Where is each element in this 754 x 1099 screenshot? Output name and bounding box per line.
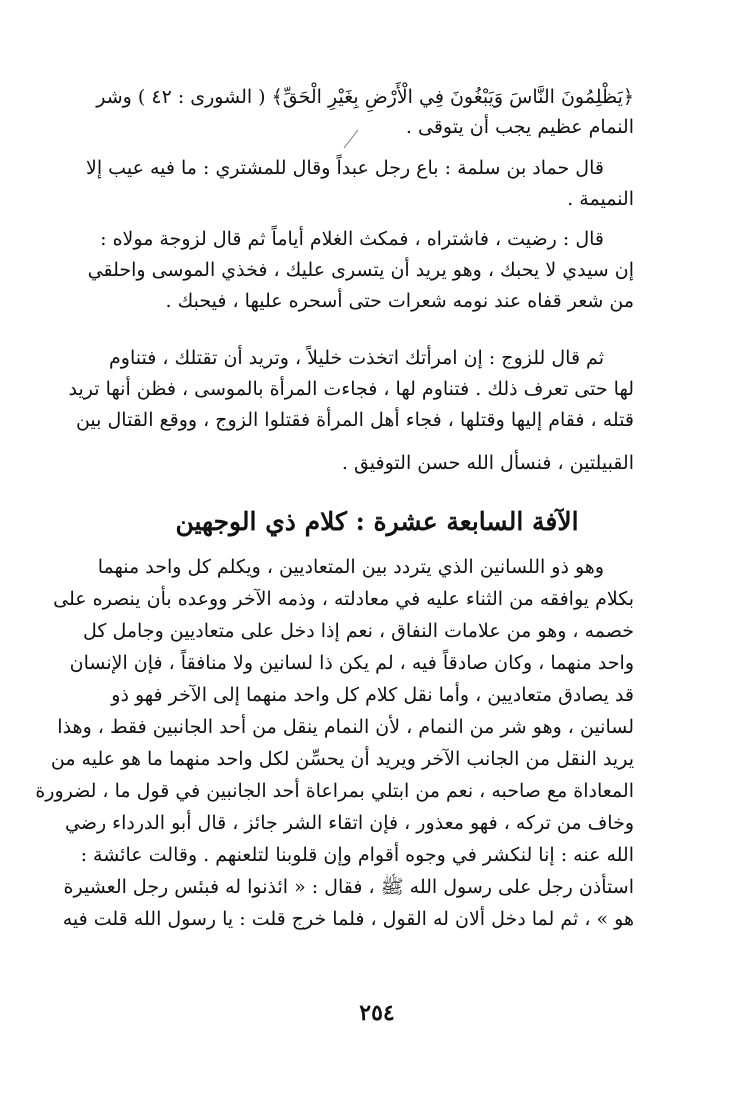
text-line: وخاف من تركه ، فهو معذور ، فإن اتقاء الشر جائز ، قال أبو الدرداء رضي [65,812,634,834]
scan-mark-icon [342,128,360,150]
page-number: ٢٥٤ [359,1000,395,1026]
text-line: يريد النقل من الجانب الآخر ويريد أن يحسِّن لكل واحد منهما ما هو عليه من [50,748,634,770]
text-line: ثم قال للزوج : إن امرأتك اتخذت خليلاً ، وتريد أن تقتلك ، فتناوم [109,347,604,369]
text-line: استأذن رجل على رسول الله ﷺ ، فقال : « ائذنوا له فبئس رجل العشيرة [63,876,634,898]
text-line: لها حتى تعرف ذلك . فتناوم لها ، فجاءت المرأة بالموسى ، فظن أنها تريد [68,378,634,400]
text-line: لسانين ، وهو شر من النمام ، لأن النمام ينقل من أحد الجانبين فقط ، وهذا [57,716,634,738]
text-line: المعاداة مع صاحبه ، نعم من ابتلي بمراعاة أحد الجانبين في قول ما ، لضرورة [35,780,634,802]
text-line: قد يصادق متعاديين ، وأما نقل كلام كل واحد منهما إلى الآخر فهو ذو [111,684,634,706]
text-line: بكلام يوافقه من الثناء عليه في معادلته ، وذمه الآخر ووعده بأن ينصره على [53,588,634,610]
text-line: من شعر قفاه عند نومه شعرات حتى أسحره عليها ، فيحبك . [165,290,634,312]
text-line: إن سيدي لا يحبك ، وهو يريد أن يتسرى عليك ، فخذي الموسى واحلقي [87,259,634,281]
text-line: ﴿يَظْلِمُونَ النَّاسَ وَيَبْغُونَ فِي الْأَرْضِ بِغَيْرِ الْحَقِّ﴾ ( الشورى : ٤٢ ) وشر [96,86,634,108]
text-line: واحد منهما ، وكان صادقاً فيه ، لم يكن ذا لسانين ولا منافقاً ، فإن الإنسان [69,652,634,674]
text-line: النمام عظيم يجب أن يتوقى . [405,116,634,138]
text-line: قال : رضيت ، فاشتراه ، فمكث الغلام أياماً ثم قال لزوجة مولاه : [100,228,604,250]
text-line: وهو ذو اللسانين الذي يتردد بين المتعاديين ، ويكلم كل واحد منهما [97,556,604,578]
text-line: هو » ، ثم لما دخل ألان له القول ، فلما خرج قلت : يا رسول الله قلت فيه [62,908,634,930]
section-heading: الآفة السابعة عشرة : كلام ذي الوجهين [175,507,579,536]
text-line: الله عنه : إنا لنكشر في وجوه أقوام وإن قلوبنا لتلعنهم . وقالت عائشة : [80,844,634,866]
text-line: النميمة . [567,188,634,210]
text-line: قتله ، فقام إليها وقتلها ، فجاء أهل المرأة فقتلوا الزوج ، ووقع القتال بين [75,409,634,431]
text-line: قال حماد بن سلمة : باع رجل عبداً وقال للمشتري : ما فيه عيب إلا [86,157,604,179]
text-line: القبيلتين ، فنسأل الله حسن التوفيق . [341,452,634,474]
text-line: خصمه ، وهو من علامات النفاق ، نعم إذا دخل على متعاديين وجامل كل [83,620,634,642]
